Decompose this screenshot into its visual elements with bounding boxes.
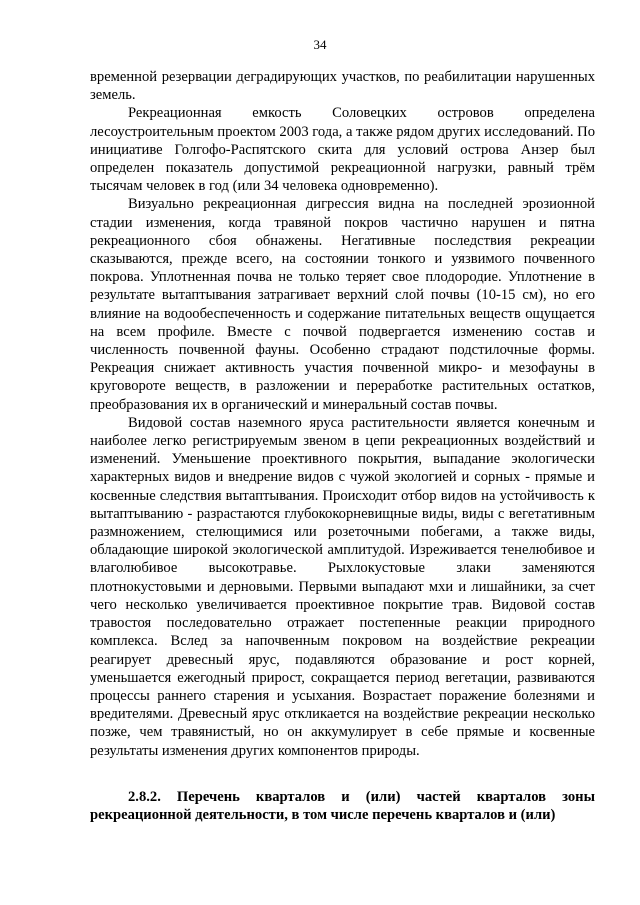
paragraph-recreational-digression: Визуально рекреационная дигрессия видна на последней эрозионной стадии изменения, когда травяной покров частично нарушен и пятна рекреационного сбоя обнажены. Негативные последствия рекреации сказываются, прежде всего, на состоянии тонкого и уязвимого почвенного покрова. Уплотненная почва не только теряет свое плодородие. Уплотнение в результате вытаптывания затрагивает верхний слой почвы (10-15 см), но его влияние на водообеспеченность и содержание питательных веществ ощущается на всем профиле. Вместе с почвой подвергается изменению состав и численность почвенной фауны. Особенно страдают подстилочные формы. Рекреация снижает активность участия почвенной микро- и мезофауны в круговороте веществ, в разложении и переработке растительных остатков, преобразования их в органический и минеральный состав почвы. [90, 196, 595, 413]
paragraph-species-composition: Видовой состав наземного яруса растительности является конечным и наиболее легко регистрируемым звеном в цепи рекреационных воздействий и изменений. Уменьшение проективного покрытия, выпадание экологически характерных видов и внедрение видов с чужой экологией и сорных - прямые и косвенные следствия вытаптывания. Происходит отбор видов на устойчивость к вытаптыванию - разрастаются глубококорневищные виды, виды с вегетативным размножением, стелющимися или розеточными побегами, а также виды, обладающие широкой экологической амплитудой. Изреживается тенелюбивое и влаголюбивое высокотравье. Рыхлокустовые злаки заменяются плотнокустовыми и дерновыми. Первыми выпадают мхи и лишайники, за счет чего несколько увеличивается проективное покрытие трав. Видовой состав травостоя последовательно отражает постепенные реакции природного комплекса. Вслед за напочвенным покровом на воздействие рекреации реагирует древесный ярус, подавляются образование и рост корней, уменьшается ежегодный прирост, сокращается период вегетации, развиваются процессы раннего старения и усыхания. Возрастает поражение болезнями и вредителями. Древесный ярус откликается на воздействие рекреации несколько позже, чем травянистый, но он аккумулирует в себе прямые и косвенные результаты изменения других компонентов природы. [90, 414, 595, 759]
paragraph-continuation: временной резервации деградирующих участков, по реабилитации нарушенных земель. [90, 69, 595, 104]
page-number: 34 [313, 37, 327, 52]
section-heading: 2.8.2. Перечень кварталов и (или) частей кварталов зоны рекреационной деятельности, в том числе перечень кварталов и (или) [90, 788, 595, 823]
paragraph-recreational-capacity: Рекреационная емкость Соловецких островов определена лесоустроительным проектом 2003 года, а также рядом других исследований. По инициативе Голгофо-Распятского скита для условий острова Анзер был определен показатель допустимой рекреационной нагрузки, равный трём тысячам человек в год (или 34 человека одновременно). [90, 105, 595, 195]
page-body [90, 68, 595, 824]
